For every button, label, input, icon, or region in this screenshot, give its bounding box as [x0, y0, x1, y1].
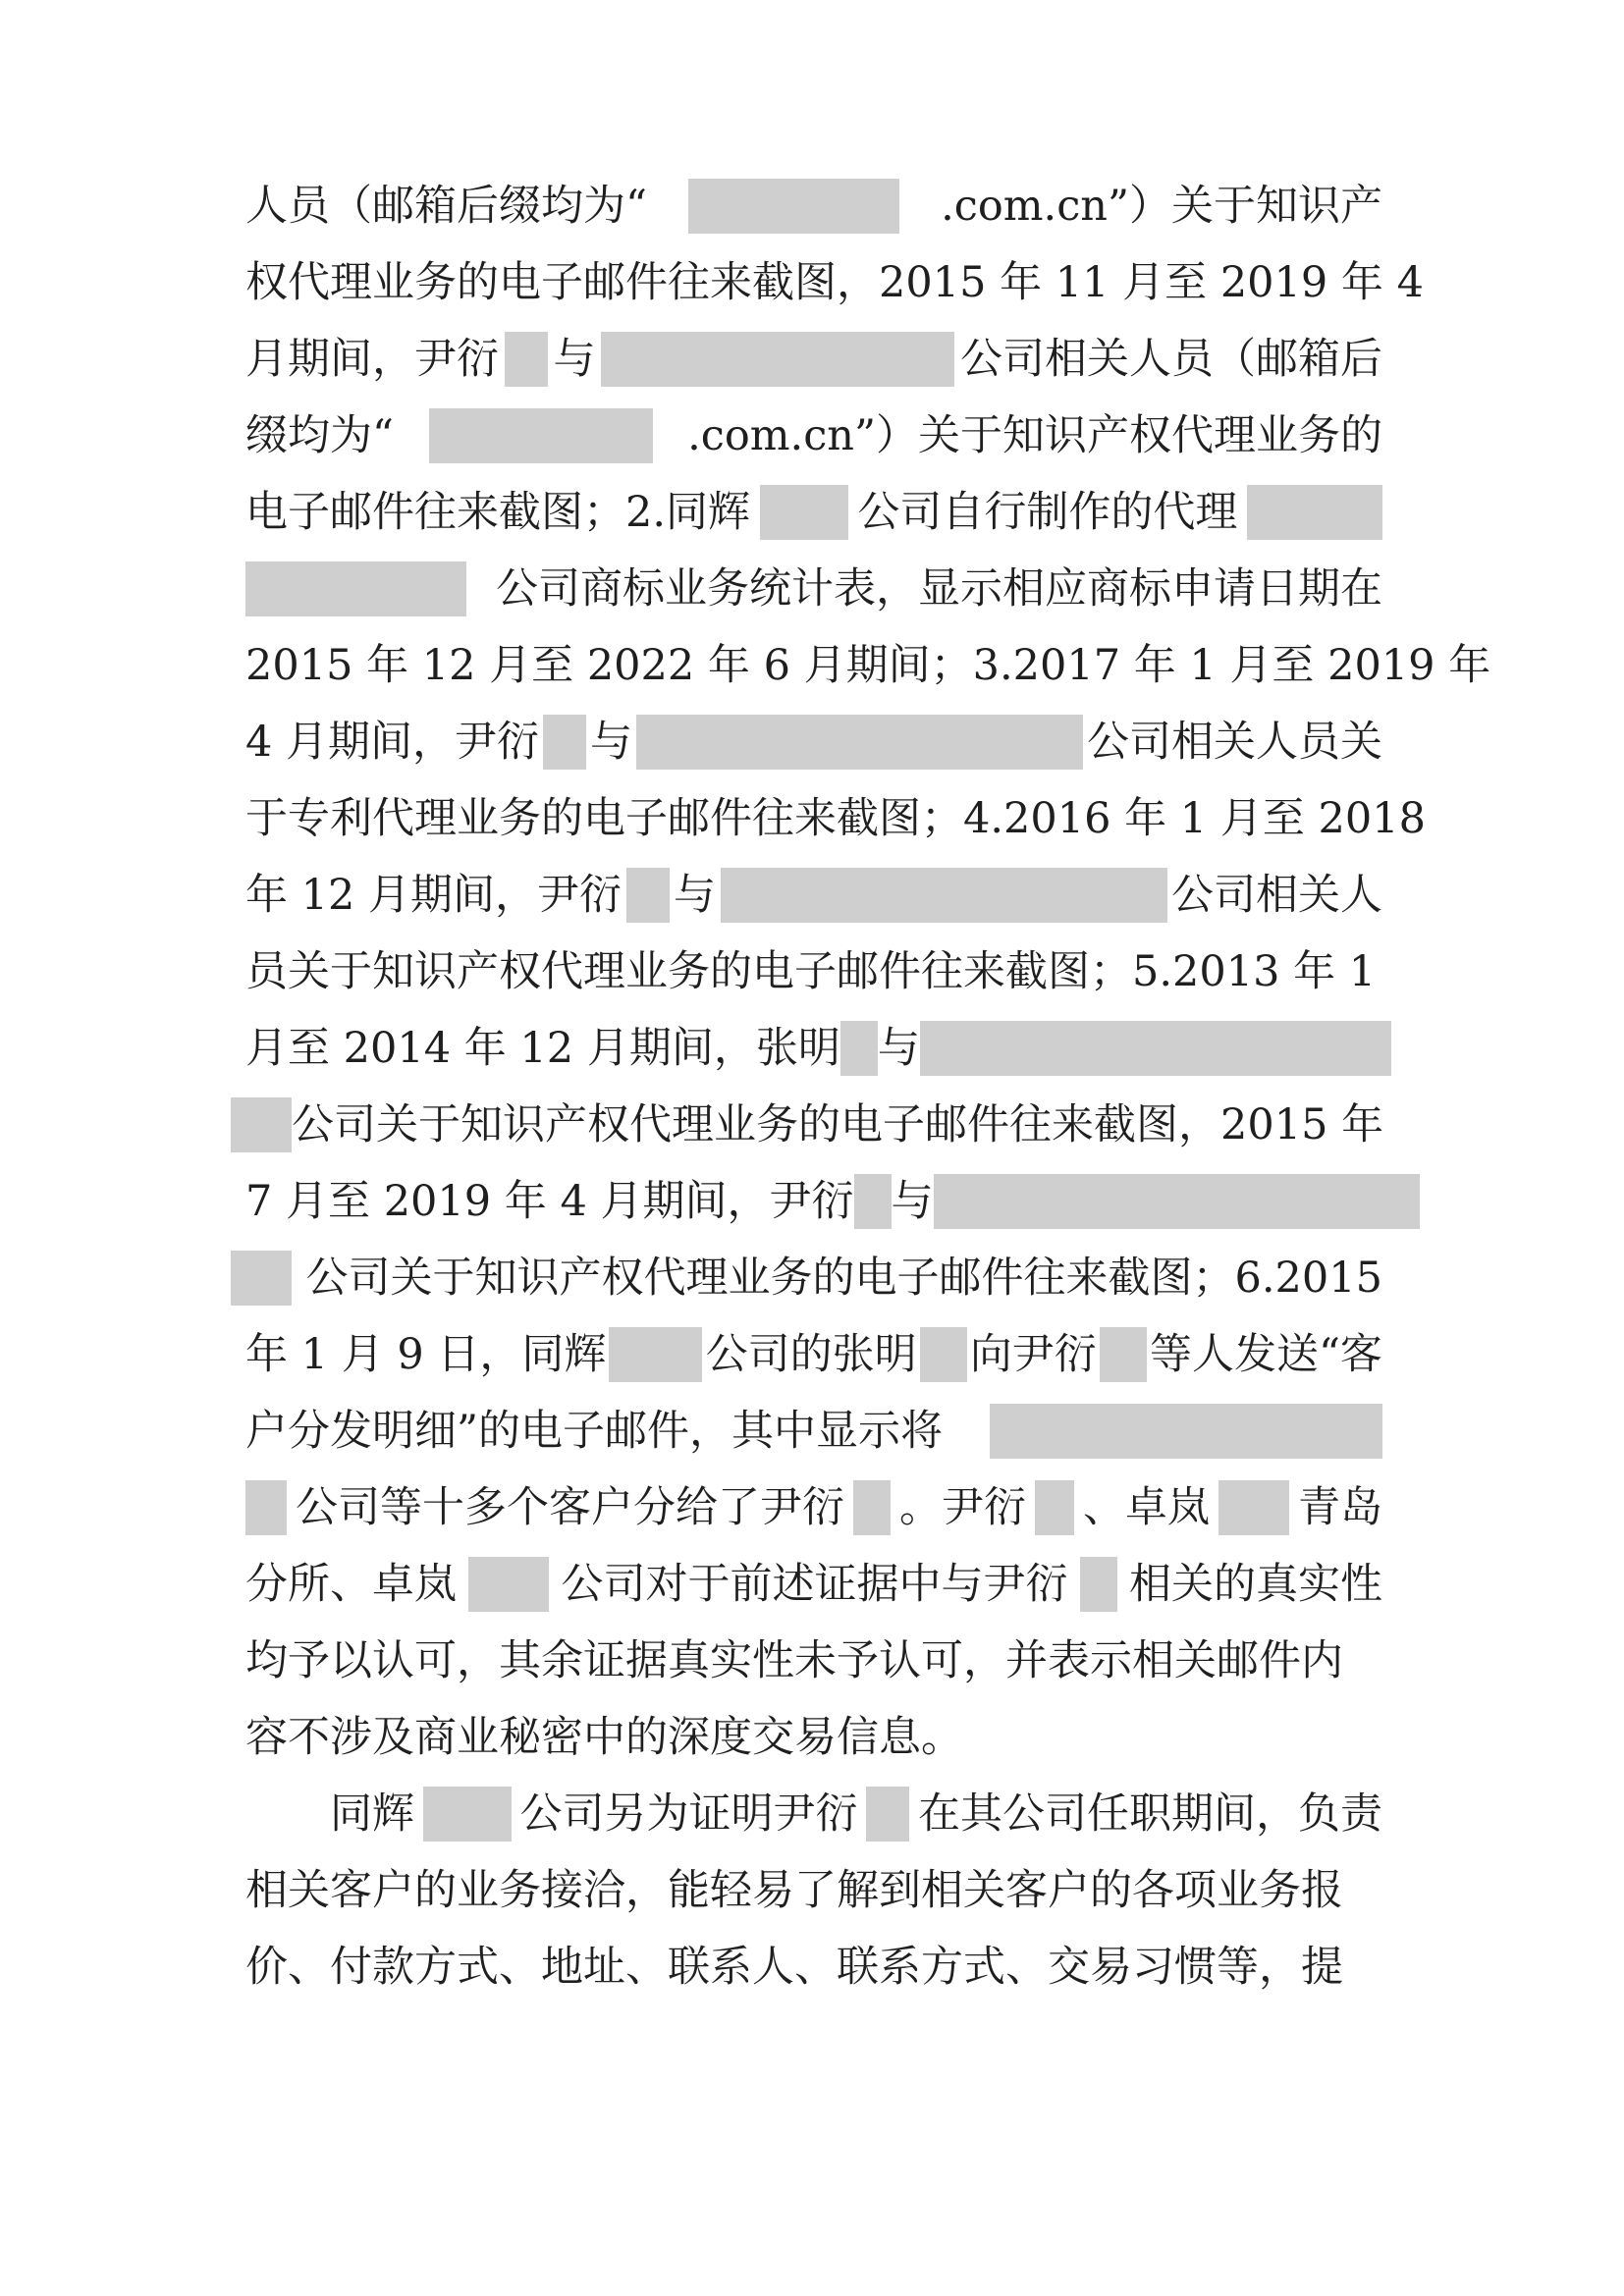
text-line [330, 1776, 1382, 1852]
redaction-block [866, 1787, 909, 1842]
text-segment: 电子邮件往来截图；2.同辉 [245, 488, 751, 537]
redaction-block [853, 1480, 891, 1535]
text-line [245, 244, 1424, 321]
redaction-block [468, 1557, 549, 1612]
text-segment: 2015 年 12 月至 2022 年 6 月期间；3.2017 年 1 月至 2019 年 [245, 641, 1491, 690]
text-segment: .com.cn”）关于知识产 [941, 182, 1382, 231]
redaction-block [231, 1097, 292, 1152]
redaction-block [1035, 1480, 1074, 1535]
redaction-block [609, 1327, 702, 1382]
text-line [245, 321, 1382, 398]
text-segment: 价、付款方式、地址、联系人、联系方式、交易习惯等，提 [245, 1943, 1343, 1992]
text-segment: 。尹衍 [899, 1483, 1026, 1532]
redaction-block [688, 179, 899, 234]
redaction-block [245, 1480, 287, 1535]
redaction-block [1218, 1480, 1289, 1535]
text-segment: 、卓岚 [1083, 1483, 1210, 1532]
text-segment: 与 [590, 718, 632, 767]
text-segment: 向尹衍 [969, 1330, 1097, 1379]
redaction-block [1100, 1327, 1147, 1382]
text-segment: 与 [553, 335, 596, 384]
text-segment: 青岛 [1298, 1483, 1382, 1532]
text-line [245, 857, 1382, 934]
text-segment: 4 月期间，尹衍 [245, 718, 540, 767]
text-line [245, 1163, 1382, 1240]
redaction-block [636, 715, 1083, 770]
text-segment: 于专利代理业务的电子邮件往来截图；4.2016 年 1 月至 2018 [245, 794, 1426, 843]
redaction-block [854, 1174, 892, 1229]
text-line [245, 780, 1426, 857]
text-line [245, 398, 1382, 474]
text-line [231, 1087, 1382, 1163]
redaction-block [840, 1021, 878, 1076]
text-segment: 相关的真实性 [1129, 1560, 1382, 1609]
text-segment: 在其公司任职期间，负责 [918, 1789, 1382, 1839]
text-segment: 年 12 月期间，尹衍 [245, 871, 623, 920]
text-line [245, 1929, 1382, 2005]
redaction-block [245, 561, 466, 616]
redaction-block [505, 332, 548, 387]
text-line [245, 1393, 1382, 1469]
text-segment: 7 月至 2019 年 4 月期间，尹衍 [245, 1177, 854, 1226]
text-line [245, 1316, 1382, 1393]
text-line [245, 1010, 1382, 1087]
text-segment: 月至 2014 年 12 月期间，张明 [245, 1024, 840, 1073]
text-line [245, 934, 1382, 1010]
text-segment: 权代理业务的电子邮件往来截图，2015 年 11 月至 2019 年 4 [245, 258, 1424, 307]
text-segment: 公司相关人 [1171, 871, 1382, 920]
text-segment: 公司另为证明尹衍 [519, 1789, 858, 1839]
text-line [245, 551, 1382, 627]
redaction-block [721, 868, 1167, 923]
text-segment: 公司相关人员（邮箱后 [960, 335, 1382, 384]
redaction-block [231, 1251, 292, 1306]
text-segment: 与 [891, 1177, 934, 1226]
text-segment: 相关客户的业务接洽，能轻易了解到相关客户的各项业务报 [245, 1866, 1343, 1915]
redaction-block [760, 485, 848, 540]
text-segment: 与 [877, 1024, 920, 1073]
text-segment: 公司对于前述证据中与尹衍 [561, 1560, 1068, 1609]
text-segment: 人员（邮箱后缀均为“ [245, 182, 647, 231]
text-segment: 公司关于知识产权代理业务的电子邮件往来截图；6.2015 [305, 1254, 1382, 1303]
text-line [231, 1240, 1382, 1316]
text-line [245, 1623, 1382, 1699]
text-segment: 与 [674, 871, 717, 920]
text-segment: 公司自行制作的代理 [857, 488, 1238, 537]
text-segment: .com.cn”）关于知识产权代理业务的 [687, 411, 1382, 460]
text-line [245, 1469, 1382, 1546]
redaction-block [990, 1404, 1382, 1459]
redaction-block [626, 868, 670, 923]
text-segment: 容不涉及商业秘密中的深度交易信息。 [245, 1713, 963, 1762]
redaction-block [1247, 485, 1382, 540]
text-segment: 公司的张明 [705, 1330, 917, 1379]
text-line [245, 1699, 1382, 1776]
text-segment: 分所、卓岚 [245, 1560, 457, 1609]
text-segment: 公司商标业务统计表，显示相应商标申请日期在 [496, 564, 1382, 614]
redaction-block [934, 1174, 1420, 1229]
text-line [245, 1546, 1382, 1623]
text-line [245, 168, 1382, 244]
redaction-block [423, 1787, 512, 1842]
text-line [245, 627, 1491, 704]
text-segment: 年 1 月 9 日，同辉 [245, 1330, 607, 1379]
redaction-block [1080, 1557, 1117, 1612]
redaction-block [920, 1327, 967, 1382]
redaction-block [429, 408, 653, 463]
text-segment: 月期间，尹衍 [245, 335, 499, 384]
text-segment: 均予以认可，其余证据真实性未予认可，并表示相关邮件内 [245, 1636, 1343, 1685]
redaction-block [601, 332, 954, 387]
text-segment: 等人发送“客 [1149, 1330, 1382, 1379]
redaction-block [543, 715, 586, 770]
text-segment: 公司关于知识产权代理业务的电子邮件往来截图，2015 年 [292, 1100, 1384, 1149]
text-segment: 员关于知识产权代理业务的电子邮件往来截图；5.2013 年 1 [245, 947, 1377, 996]
text-segment: 同辉 [330, 1789, 414, 1839]
text-line [245, 704, 1382, 780]
text-segment: 户分发明细”的电子邮件，其中显示将 [245, 1407, 943, 1456]
text-line [245, 1852, 1382, 1929]
text-segment: 公司等十多个客户分给了尹衍 [296, 1483, 844, 1532]
redaction-block [920, 1021, 1391, 1076]
text-segment: 公司相关人员关 [1086, 718, 1382, 767]
text-line [245, 474, 1382, 551]
text-segment: 缀均为“ [245, 411, 394, 460]
